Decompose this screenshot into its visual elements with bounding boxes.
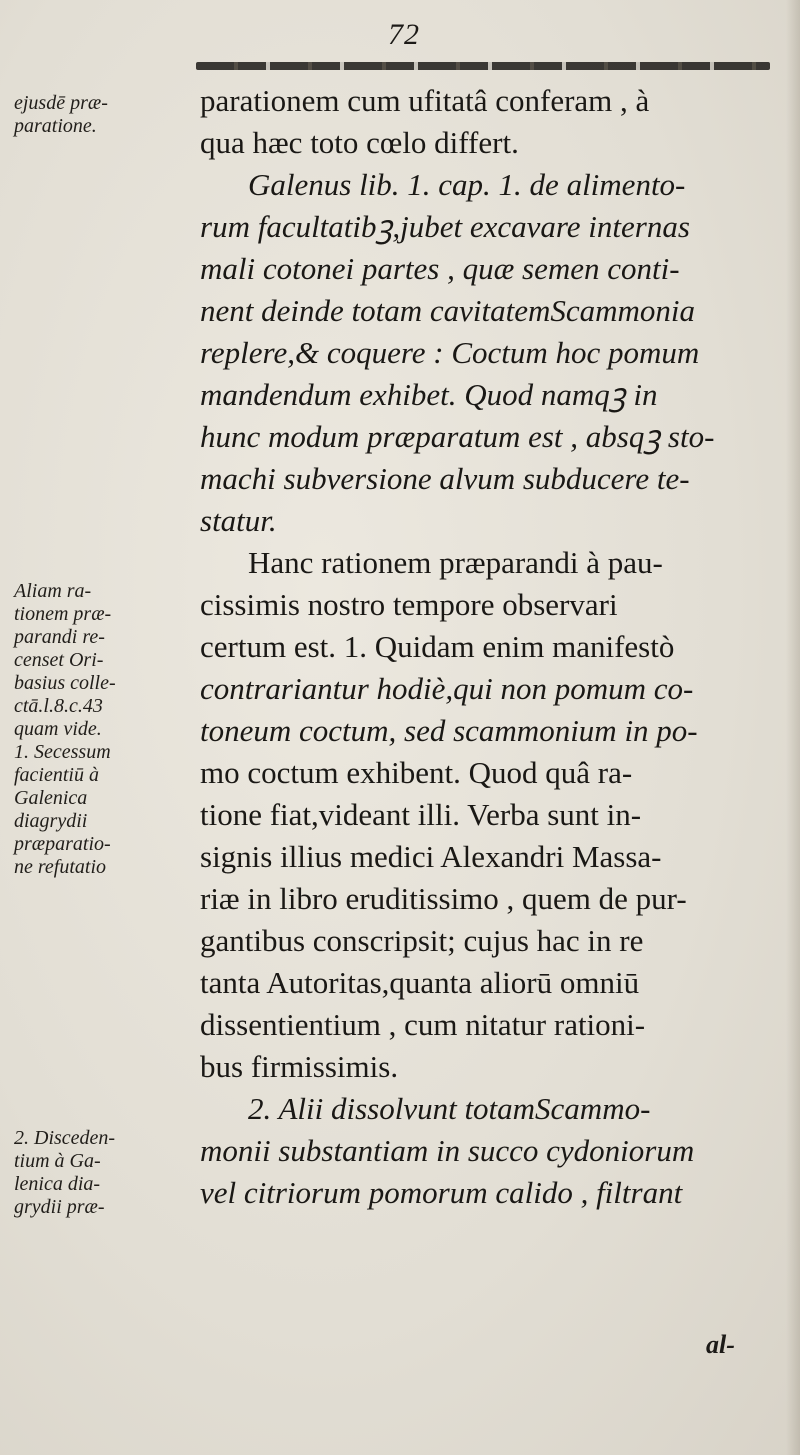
- text-line: 2. Alii dissolvunt totamScammo-: [248, 1091, 651, 1126]
- text-line: vel citriorum pomorum calido , filtrant: [200, 1175, 683, 1210]
- main-text: [200, 80, 780, 1214]
- margin-note-line: quam vide.: [14, 718, 102, 740]
- text-line: Hanc rationem præparandi à pau-: [248, 545, 663, 580]
- header-rule: [196, 62, 770, 70]
- text-line: mo coctum exhibent. Quod quâ ra-: [200, 755, 633, 790]
- text-line: riæ in libro eruditissimo , quem de pur-: [200, 881, 687, 916]
- text-line: signis illius medici Alexandri Massa-: [200, 839, 662, 874]
- margin-note-1: [14, 92, 192, 138]
- text-line: tanta Autoritas,quanta aliorū omniū: [200, 965, 640, 1000]
- margin-note-line: diagrydii: [14, 810, 88, 832]
- text-line: Galenus lib. 1. cap. 1. de alimento-: [248, 167, 686, 202]
- catchword: al-: [706, 1330, 735, 1359]
- text-line: dissentientium , cum nitatur rationi-: [200, 1007, 646, 1042]
- text-line: nent deinde totam cavitatemScammonia: [200, 293, 696, 328]
- text-line: hunc modum præparatum est , absqꝫ sto-: [200, 419, 715, 454]
- text-line: mali cotonei partes , quæ semen conti-: [200, 251, 680, 286]
- margin-note-line: præparatio-: [14, 833, 111, 855]
- margin-note-line: Aliam ra-: [14, 580, 92, 602]
- margin-note-line: ejusdē præ-: [14, 92, 108, 114]
- text-line: certum est. 1. Quidam enim manifestò: [200, 629, 675, 664]
- margin-note-line: grydii præ-: [14, 1196, 105, 1218]
- text-line: statur.: [200, 503, 277, 538]
- margin-note-line: lenica dia-: [14, 1173, 101, 1195]
- margin-note-line: tium à Ga-: [14, 1150, 101, 1172]
- margin-note-line: 2. Disceden-: [14, 1127, 116, 1149]
- text-line: toneum coctum, sed scammonium in po-: [200, 713, 698, 748]
- margin-note-line: ctā.l.8.c.43: [14, 695, 103, 717]
- margin-note-line: ne refutatio: [14, 856, 107, 878]
- margin-note-line: facientiū à: [14, 764, 99, 786]
- text-line: monii substantiam in succo cydoniorum: [200, 1133, 695, 1168]
- margin-note-line: censet Ori-: [14, 649, 104, 671]
- margin-note-2: [14, 580, 192, 879]
- text-line: rum facultatibꝫ,jubet excavare internas: [200, 209, 690, 244]
- margin-note-line: tionem præ-: [14, 603, 112, 625]
- margin-note-line: basius colle-: [14, 672, 116, 694]
- text-line: mandendum exhibet. Quod namqꝫ in: [200, 377, 658, 412]
- margin-note-line: Galenica: [14, 787, 88, 809]
- page-edge-shadow: [786, 0, 800, 1455]
- text-line: contrariantur hodiè,qui non pomum co-: [200, 671, 694, 706]
- text-line: machi subversione alvum subducere te-: [200, 461, 690, 496]
- page-number: 72: [388, 18, 420, 51]
- margin-note-line: parandi re-: [14, 626, 105, 648]
- text-line: qua hæc toto cœlo differt.: [200, 125, 519, 160]
- text-line: tione fiat,videant illi. Verba sunt in-: [200, 797, 642, 832]
- text-line: gantibus conscripsit; cujus hac in re: [200, 923, 644, 958]
- text-line: parationem cum ufitatâ conferam , à: [200, 83, 650, 118]
- margin-note-line: paratione.: [14, 115, 97, 137]
- margin-note-3: [14, 1127, 192, 1219]
- margin-note-line: 1. Secessum: [14, 741, 111, 763]
- text-line: bus firmissimis.: [200, 1049, 399, 1084]
- text-line: cissimis nostro tempore observari: [200, 587, 618, 622]
- text-line: replere,& coquere : Coctum hoc pomum: [200, 335, 700, 370]
